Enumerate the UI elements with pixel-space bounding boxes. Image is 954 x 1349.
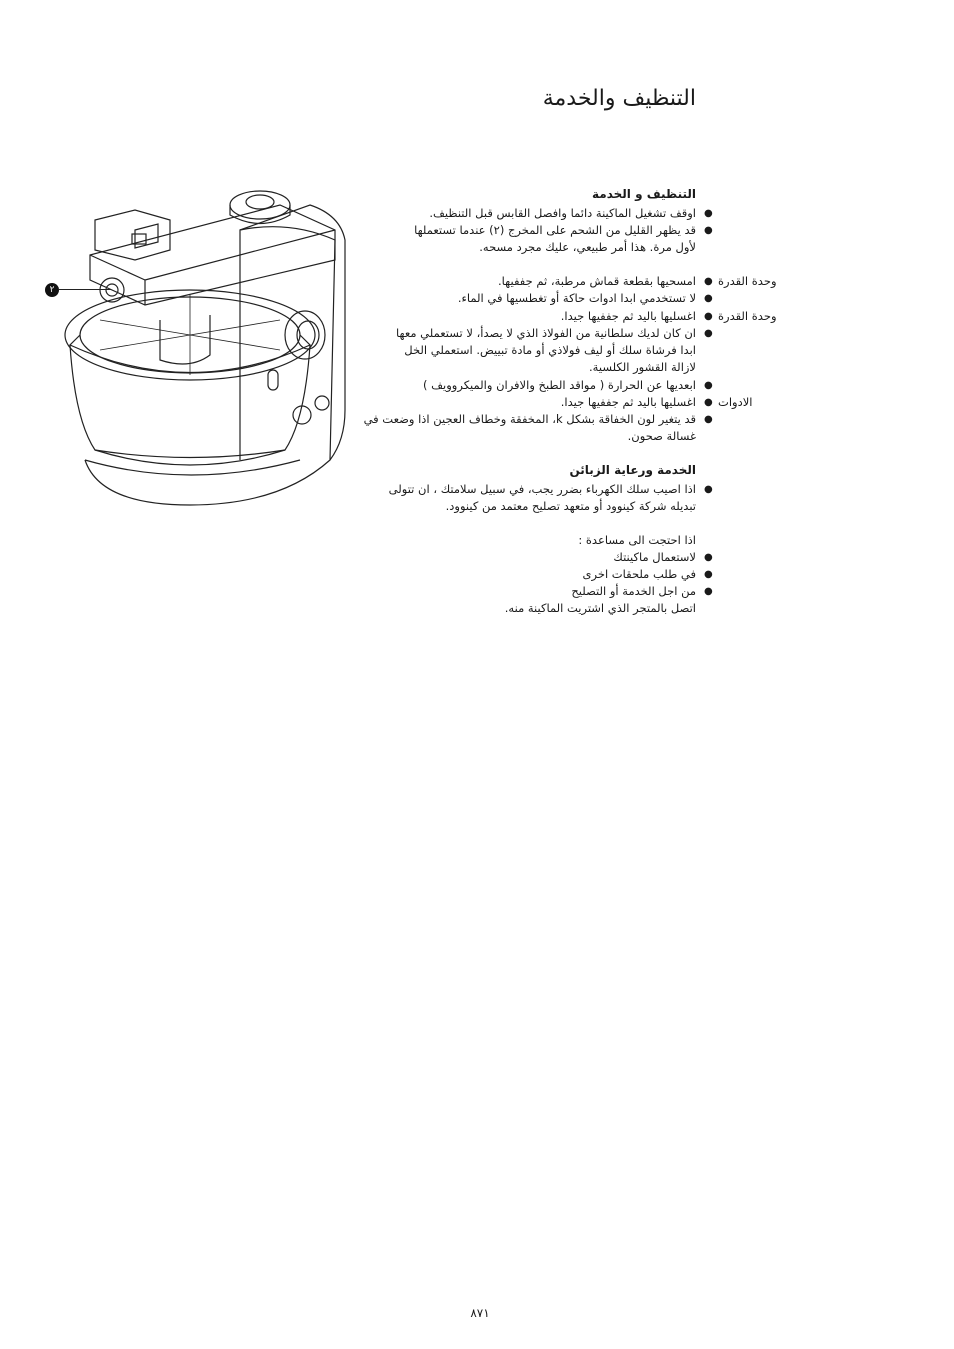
group-label-power-unit: وحدة القدرة	[718, 274, 777, 288]
bullet-icon: ●	[704, 276, 713, 287]
text-line: اذا اصيب سلك الكهرباء بضرر يجب، في سبيل سلامتك ، ان تتولى	[388, 482, 696, 496]
cleaning-bullet	[380, 394, 696, 411]
callout-leader-line	[59, 289, 111, 290]
text-line: اغسليها باليد ثم جففيها جيدا.	[560, 395, 696, 409]
cleaning-bullet	[380, 308, 696, 325]
help-item	[430, 566, 696, 583]
text-line: لازالة القشور الكلسية.	[589, 360, 696, 374]
text-line: قد يتغير لون الخفاقة بشكل k، المخفقة وخطاف العجين اذا وضعت في	[363, 412, 696, 426]
bullet-icon: ●	[704, 208, 713, 219]
bullet-icon: ●	[704, 311, 713, 322]
stand-mixer-illustration	[40, 160, 360, 510]
bullet-icon: ●	[704, 293, 713, 304]
bullet-icon: ●	[704, 225, 713, 236]
cleaning-bullet	[380, 377, 696, 394]
page-number: ٨٧١	[470, 1306, 490, 1320]
bullet-icon: ●	[704, 380, 713, 391]
cleaning-bullet	[360, 411, 696, 445]
cleaning-heading: التنظيف و الخدمة	[591, 187, 696, 201]
cleaning-bullet	[380, 325, 696, 376]
text-line: ان كان لديك سلطانية من الفولاذ الذي لا يصدأ، لا تستعملي معها	[396, 326, 696, 340]
service-heading: الخدمة ورعاية الزبائن	[569, 463, 696, 477]
cleaning-bullet	[380, 273, 696, 290]
group-label-tools: الادوات	[718, 395, 753, 409]
text-line: ابعديها عن الحرارة ( مواقد الطبخ والافران والميكروويف )	[423, 378, 696, 392]
text-line: لاستعمال ماكينتك	[613, 550, 696, 564]
text-line: في طلب ملحقات اخرى	[582, 567, 696, 581]
bullet-icon: ●	[704, 397, 713, 408]
text-line: من اجل الخدمة أو التصليح	[571, 584, 696, 598]
text-line: امسحيها بقطعة قماش مرطبة، ثم جففيها.	[498, 274, 696, 288]
help-item	[430, 583, 696, 617]
help-intro: اذا احتجت الى مساعدة :	[578, 533, 696, 547]
cleaning-bullet	[380, 222, 696, 256]
bullet-icon: ●	[704, 328, 713, 339]
bullet-icon: ●	[704, 414, 713, 425]
cleaning-bullet	[380, 205, 696, 222]
text-line: لأول مرة. هذا أمر طبيعي، عليك مجرد مسحه.	[479, 240, 696, 254]
bullet-icon: ●	[704, 586, 713, 597]
service-bullet	[370, 481, 696, 515]
page-title: التنظيف والخدمة	[542, 86, 696, 111]
text-line: غسالة صحون.	[627, 429, 696, 443]
cleaning-bullet	[380, 290, 696, 307]
callout-marker	[45, 283, 59, 297]
bullet-icon: ●	[704, 552, 713, 563]
help-item	[430, 549, 696, 566]
text-line: اغسليها باليد ثم جففيها جيدا.	[560, 309, 696, 323]
text-line: تبديله شركة كينوود أو متعهد تصليح معتمد من كينوود.	[445, 499, 696, 513]
text-line: ابدا فرشاة سلك أو ليف فولاذي أو مادة تبييض. استعملي الخل	[404, 343, 696, 357]
text-line: اوقف تشغيل الماكينة دائما وافصل القابس قبل التنظيف.	[429, 206, 696, 220]
text-line: قد يظهر القليل من الشحم على المخرج (٢) عندما تستعملها	[414, 223, 696, 237]
group-label-bowl: وحدة القدرة	[718, 309, 777, 323]
bullet-icon: ●	[704, 484, 713, 495]
bullet-icon: ●	[704, 569, 713, 580]
callout-number: ٢	[49, 285, 55, 295]
text-line: لا تستخدمي ابدا ادوات حاكة أو تغطسيها في الماء.	[457, 291, 696, 305]
text-line: اتصل بالمتجر الذي اشتريت الماكينة منه.	[504, 601, 696, 615]
